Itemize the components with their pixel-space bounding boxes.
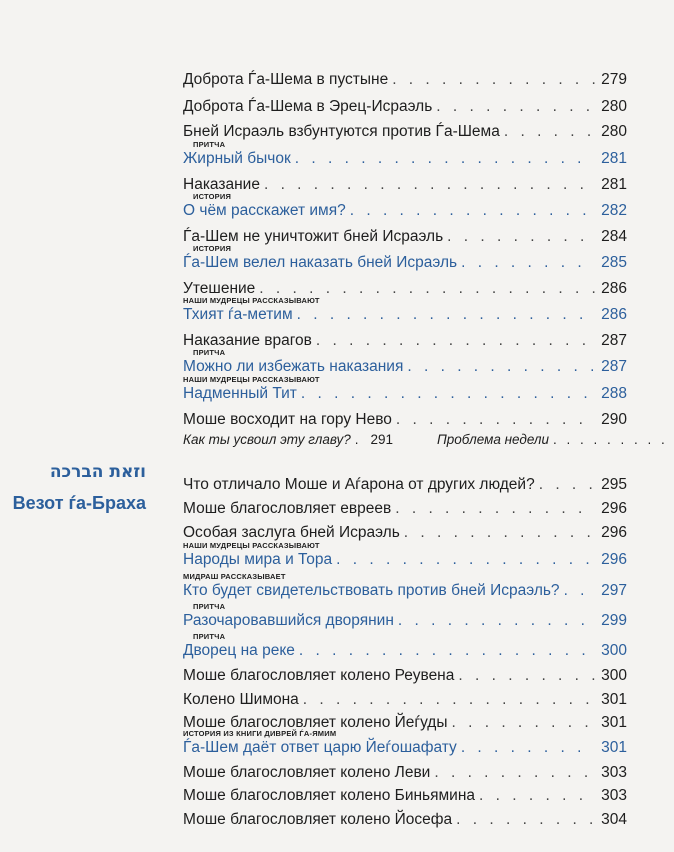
toc-entry-page: 286 (601, 306, 627, 323)
toc-entry-title: Моше восходит на гору Нево (183, 411, 392, 428)
toc-entry-title: Моше благословляет колено Биньямина (183, 787, 476, 804)
dot-leader (301, 384, 595, 404)
dot-leader (297, 305, 596, 325)
dot-leader (553, 431, 674, 449)
toc-entry[interactable] (183, 550, 627, 570)
toc-entry[interactable] (183, 149, 627, 169)
toc-entry[interactable] (183, 763, 627, 783)
toc-entry-category: ПРИТЧА (193, 602, 226, 611)
toc-entry-page: 281 (601, 176, 627, 193)
toc-entry-page: 297 (601, 582, 627, 599)
toc-entry-category: МИДРАШ РАССКАЗЫВАЕТ (183, 572, 286, 581)
toc-entry[interactable] (183, 690, 627, 710)
toc-entry-page: 295 (601, 476, 627, 493)
toc-entry-page: 300 (601, 667, 627, 684)
toc-entry-page: 296 (601, 524, 627, 541)
toc-entry[interactable] (183, 70, 627, 90)
toc-entry[interactable] (183, 475, 627, 495)
toc-entry-category: ИСТОРИЯ (193, 192, 232, 201)
toc-entry-title: Бней Исраэль взбунтуются против Ѓа-Шема (183, 123, 500, 140)
toc-entry-title: Ѓа-Шем даёт ответ царю Йеѓошафату (183, 739, 457, 756)
dot-leader (458, 666, 595, 686)
dot-leader (479, 786, 595, 806)
section-title: Везот ѓа-Браха (12, 493, 146, 513)
toc-entry-page: 280 (601, 98, 627, 115)
dot-leader (336, 550, 595, 570)
toc-entry-page: 304 (601, 811, 627, 828)
toc-entry[interactable] (183, 253, 627, 273)
toc-entry-page: 301 (601, 739, 627, 756)
dot-leader (303, 690, 595, 710)
dot-leader (504, 122, 595, 142)
toc-entry-page: 299 (601, 612, 627, 629)
weekly-problem-entry[interactable] (437, 431, 674, 449)
toc-entry-title: Тхият ѓа-метим (183, 306, 293, 323)
toc-entry-title: Доброта Ѓа-Шема в пустыне (183, 71, 389, 88)
toc-entry-page: 301 (601, 714, 627, 731)
toc-entry[interactable] (183, 581, 627, 601)
toc-entry[interactable] (183, 97, 627, 117)
toc-entry-title: Доброта Ѓа-Шема в Эрец-Исраэль (183, 98, 433, 115)
toc-entry[interactable] (183, 175, 627, 195)
toc-entry-title: Можно ли избежать наказания (183, 358, 404, 375)
toc-entry-page: 288 (601, 385, 627, 402)
dot-leader (264, 175, 595, 195)
toc-entry-page: 290 (601, 411, 627, 428)
toc-entry[interactable] (183, 201, 627, 221)
dot-leader (299, 641, 595, 661)
toc-entry-title: Наказание врагов (183, 332, 312, 349)
toc-entry-page: 285 (601, 254, 627, 271)
toc-entry[interactable] (183, 122, 627, 142)
toc-entry-title: Жирный бычок (183, 150, 291, 167)
dot-leader (539, 475, 595, 495)
dot-leader (461, 253, 595, 273)
toc-entry[interactable] (183, 410, 627, 430)
chapter-summary-row (183, 431, 627, 449)
toc-entry-page: 282 (601, 202, 627, 219)
dot-leader (396, 410, 595, 430)
toc-entry-title: Ѓа-Шем велел наказать бней Исраэль (183, 254, 458, 271)
toc-entry-category: НАШИ МУДРЕЦЫ РАССКАЗЫВАЮТ (183, 296, 320, 305)
toc-entry-title: Дворец на реке (183, 642, 295, 659)
toc-entry[interactable] (183, 611, 627, 631)
toc-entry-page: 280 (601, 123, 627, 140)
toc-entry-title: Моше благословляет колено Йеѓуды (183, 714, 448, 731)
dot-leader (395, 499, 595, 519)
dot-leader (398, 611, 595, 631)
dot-leader (564, 581, 596, 601)
toc-entry[interactable] (183, 810, 627, 830)
toc-entry-title: Моше благословляет колено Реувена (183, 667, 455, 684)
toc-entry[interactable] (183, 227, 627, 247)
toc-entry-page: 281 (601, 150, 627, 167)
toc-entry-title: Наказание (183, 176, 260, 193)
toc-entry[interactable] (183, 499, 627, 519)
toc-entry[interactable] (183, 738, 627, 758)
toc-entry-page: 301 (601, 691, 627, 708)
toc-entry-category: НАШИ МУДРЕЦЫ РАССКАЗЫВАЮТ (183, 541, 320, 550)
toc-entry-category: ИСТОРИЯ ИЗ КНИГИ ДИВРЕЙ ЃА-ЯМИМ (183, 729, 337, 738)
toc-entry[interactable] (183, 305, 627, 325)
toc-entry-title: Разочаровавшийся дворянин (183, 612, 394, 629)
toc-entry-page: 287 (601, 332, 627, 349)
toc-entry-category: ПРИТЧА (193, 348, 226, 357)
toc-entry-category: ПРИТЧА (193, 632, 226, 641)
section-hebrew-title: וזאת הברכה (49, 462, 146, 482)
toc-entry-title: Утешение (183, 280, 256, 297)
toc-entry-page: 279 (601, 71, 627, 88)
toc-entry[interactable] (183, 786, 627, 806)
toc-entry-title: О чём расскажет имя? (183, 202, 346, 219)
toc-entry-page: 284 (601, 228, 627, 245)
toc-entry-page: 287 (601, 358, 627, 375)
toc-entry[interactable] (183, 331, 627, 351)
toc-entry-category: НАШИ МУДРЕЦЫ РАССКАЗЫВАЮТ (183, 375, 320, 384)
review-questions-page: 291 (370, 432, 393, 447)
toc-entry[interactable] (183, 384, 627, 404)
toc-entry-category: ИСТОРИЯ (193, 244, 232, 253)
toc-entry-category: ПРИТЧА (193, 140, 226, 149)
dot-leader (456, 810, 595, 830)
toc-entry-title: Моше благословляет колено Леви (183, 764, 431, 781)
dot-leader (355, 431, 367, 449)
toc-entry-page: 300 (601, 642, 627, 659)
dot-leader (295, 149, 595, 169)
dot-leader (407, 357, 595, 377)
toc-entry-page: 303 (601, 787, 627, 804)
dot-leader (461, 738, 595, 758)
toc-entry-title: Колено Шимона (183, 691, 299, 708)
dot-leader (436, 97, 595, 117)
toc-entry-title: Что отличало Моше и Аѓарона от других людей? (183, 476, 535, 493)
toc-entry-page: 303 (601, 764, 627, 781)
toc-entry[interactable] (183, 666, 627, 686)
toc-entry-page: 286 (601, 280, 627, 297)
toc-entry-title: Ѓа-Шем не уничтожит бней Исраэль (183, 228, 444, 245)
toc-entry-page: 296 (601, 500, 627, 517)
toc-entry-title: Народы мира и Тора (183, 551, 333, 568)
toc-entry[interactable] (183, 641, 627, 661)
dot-leader (404, 523, 595, 543)
toc-entry-title: Кто будет свидетельствовать против бней Исраэль? (183, 582, 560, 599)
dot-leader (350, 201, 595, 221)
toc-entry-title: Моше благословляет евреев (183, 500, 392, 517)
dot-leader (316, 331, 595, 351)
dot-leader (392, 70, 595, 90)
toc-entry-title: Моше благословляет колено Йосефа (183, 811, 453, 828)
toc-entry-page: 296 (601, 551, 627, 568)
toc-entry[interactable] (183, 523, 627, 543)
weekly-problem-label: Проблема недели (437, 432, 550, 447)
toc-entry-title: Особая заслуга бней Исраэль (183, 524, 400, 541)
review-questions-entry[interactable] (183, 431, 393, 449)
dot-leader (447, 227, 595, 247)
dot-leader (451, 713, 595, 733)
toc-entry-title: Надменный Тит (183, 385, 297, 402)
dot-leader (434, 763, 595, 783)
review-questions-label: Как ты усвоил эту главу? (183, 432, 351, 447)
toc-entry[interactable] (183, 357, 627, 377)
